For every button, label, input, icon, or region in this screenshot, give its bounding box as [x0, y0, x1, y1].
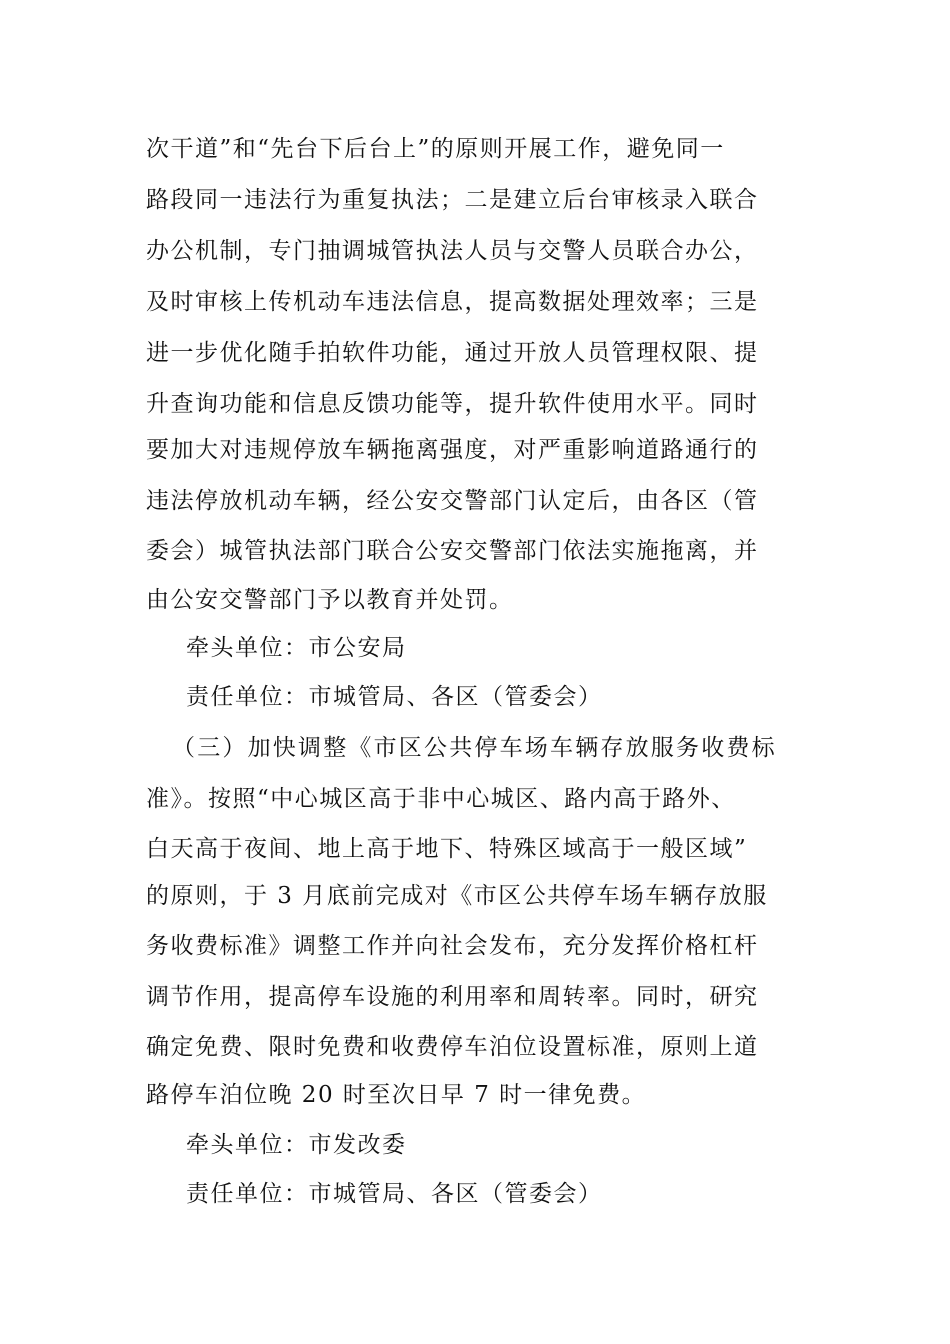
- paragraph-2-line: 务收费标准》调整工作并向社会发布，充分发挥价格杠杆: [146, 933, 759, 959]
- paragraph-2-line: 确定免费、限时免费和收费停车泊位设置标准，原则上道: [146, 1034, 759, 1060]
- paragraph-2-line: 路停车泊位晚 20 时至次日早 7 时一律免费。: [146, 1082, 647, 1108]
- paragraph-1-line: 次干道”和“先台下后台上”的原则开展工作，避免同一: [146, 136, 725, 162]
- paragraph-1-line: 及时审核上传机动车违法信息，提高数据处理效率；三是: [146, 289, 759, 315]
- paragraph-2-line: 准》。按照“中心城区高于非中心城区、路内高于路外、: [146, 786, 736, 812]
- paragraph-1-line: 违法停放机动车辆，经公安交警部门认定后，由各区（管: [146, 488, 759, 514]
- paragraph-1-line: 办公机制，专门抽调城管执法人员与交警人员联合办公，: [146, 238, 759, 264]
- paragraph-1-line: 要加大对违规停放车辆拖离强度，对严重影响道路通行的: [146, 437, 759, 463]
- paragraph-2-line: 白天高于夜间、地上高于地下、特殊区域高于一般区域”: [146, 836, 748, 862]
- paragraph-1-line: 由公安交警部门予以教育并处罚。: [146, 587, 514, 613]
- lead-unit-1: 牵头单位：市公安局: [186, 635, 407, 661]
- paragraph-2-line: 调节作用，提高停车设施的利用率和周转率。同时，研究: [146, 984, 759, 1010]
- paragraph-2-line: 的原则，于 3 月底前完成对《市区公共停车场车辆存放服: [146, 883, 768, 909]
- paragraph-1-line: 路段同一违法行为重复执法；二是建立后台审核录入联合: [146, 187, 759, 213]
- paragraph-2-line: （三）加快调整《市区公共停车场车辆存放服务收费标: [172, 735, 777, 761]
- responsible-unit-1: 责任单位：市城管局、各区（管委会）: [186, 684, 603, 710]
- paragraph-1-line: 委会）城管执法部门联合公安交警部门依法实施拖离，并: [146, 538, 759, 564]
- paragraph-1-line: 升查询功能和信息反馈功能等，提升软件使用水平。同时: [146, 391, 759, 417]
- lead-unit-2: 牵头单位：市发改委: [186, 1132, 407, 1158]
- paragraph-1-line: 进一步优化随手拍软件功能，通过开放人员管理权限、提: [146, 340, 759, 366]
- responsible-unit-2: 责任单位：市城管局、各区（管委会）: [186, 1181, 603, 1207]
